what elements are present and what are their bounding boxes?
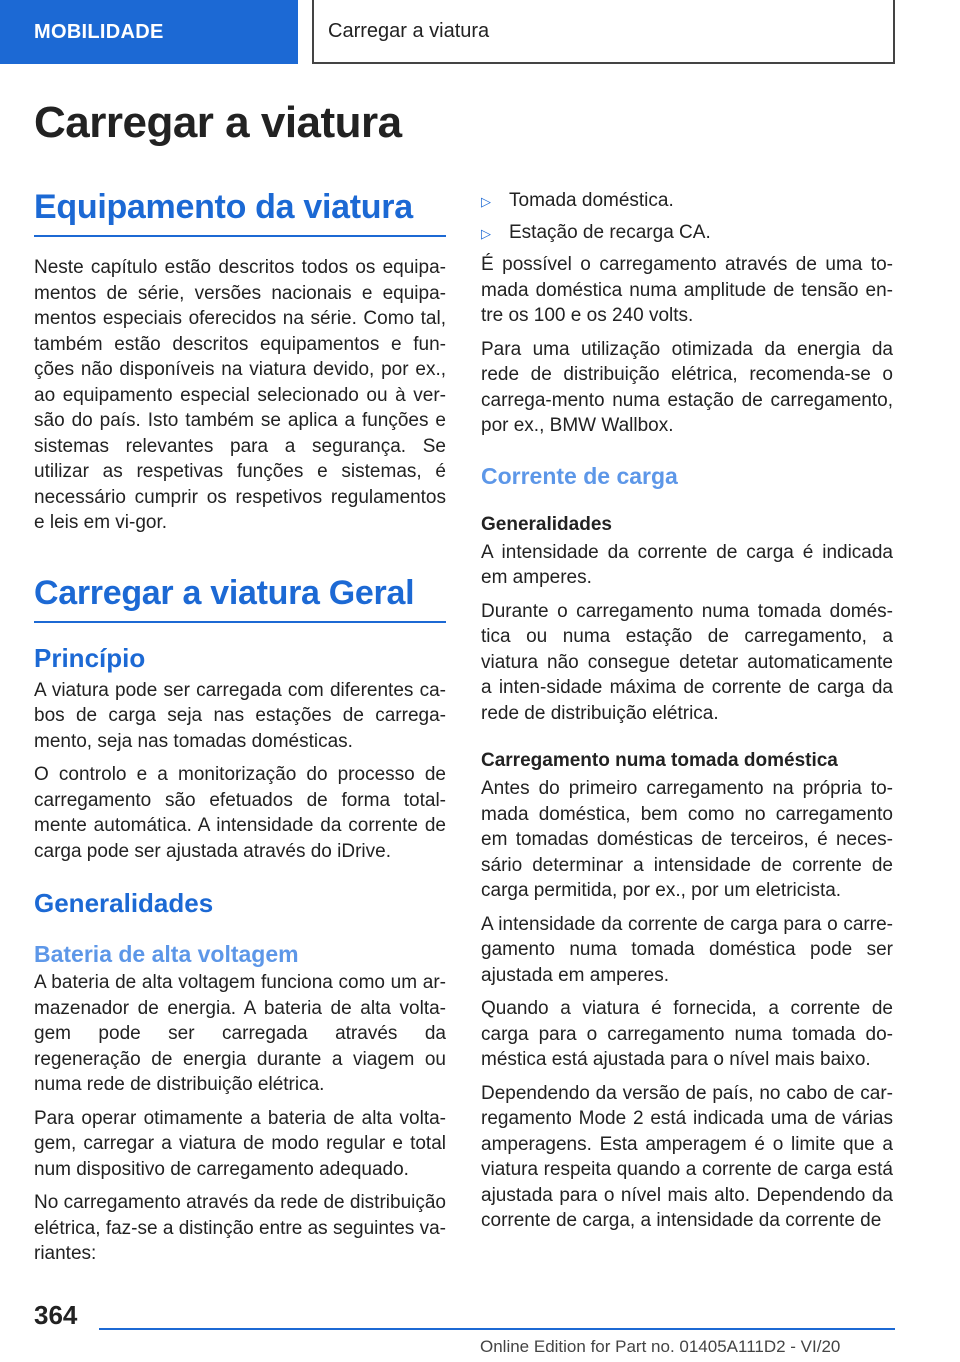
paragraph-bateria-2: Para operar otimamente a bateria de alta volta-gem, carregar a viatura de modo regular e total num dispositivo de carregamento adequado. <box>34 1107 446 1180</box>
heading-generalidades: Generalidades <box>34 888 214 918</box>
paragraph-possivel: É possível o carregamento através de uma to-mada doméstica numa amplitude de tensão en-tre os 100 e os 240 volts. <box>481 254 893 326</box>
paragraph-gen-2: Durante o carregamento numa tomada domés-tica ou numa estação de carregamento, a viatura não consegue detetar automaticamente a inten-sidade máxima de corrente de carga da rede de distribuição elétrica. <box>481 600 893 724</box>
paragraph-principio-1: A viatura pode ser carregada com diferentes ca-bos de carga seja nas estações de carrega-mento, seja nas tomadas domésticas. <box>34 679 446 752</box>
paragraph-tomada-2: A intensidade da corrente de carga para o carre-gamento numa tomada doméstica pode ser ajustada em amperes. <box>481 913 893 986</box>
heading-tomada-domestica: Carregamento numa tomada doméstica <box>481 750 838 771</box>
bullet-item <box>481 188 893 215</box>
section-tab: MOBILIDADE <box>0 0 298 64</box>
paragraph-bateria-3: No carregamento através da rede de distribuição elétrica, faz-se a distinção entre as seguintes va-riantes: <box>34 1192 446 1264</box>
heading-generalidades-right: Generalidades <box>481 513 612 535</box>
bullet-text: Estação de recarga CA. <box>509 221 711 243</box>
heading-principio: Princípio <box>34 642 146 673</box>
heading-corrente-carga: Corrente de carga <box>481 462 678 489</box>
paragraph-tomada-1: Antes do primeiro carregamento na própria to-mada doméstica, bem como no carregamento em tomadas domésticas de terceiros, é neces-sário determinar a intensidade de corrente de carga permitida, por ex., por um eletricista. <box>481 778 893 901</box>
heading-carregar-geral: Carregar a viatura Geral <box>34 574 446 623</box>
footer-edition: Online Edition for Part no. 01405A111D2 - VI/20 <box>480 1337 841 1356</box>
heading-bateria: Bateria de alta voltagem <box>34 941 299 967</box>
triangle-bullet-icon: ▷ <box>481 194 491 209</box>
paragraph-principio-2: O controlo e a monitorização do processo de carregamento são efetuados de forma total-mente automática. A intensidade da corrente de carga pode ser ajustada através do iDrive. <box>34 764 446 862</box>
triangle-bullet-icon: ▷ <box>481 225 491 241</box>
page-title: Carregar a viatura <box>34 98 402 147</box>
paragraph-tomada-3: Quando a viatura é fornecida, a corrente de carga para o carregamento numa tomada do-méstica está ajustada para o nível mais baixo. <box>481 998 893 1070</box>
bullet-item <box>481 220 893 247</box>
heading-equipamento: Equipamento da viatura <box>34 188 446 237</box>
bullet-text: Tomada doméstica. <box>509 190 674 211</box>
paragraph-bateria-1: A bateria de alta voltagem funciona como um ar-mazenador de energia. A bateria de alta volta-gem pode ser carregada através da regeneração de energia durante a viagem ou numa rede de distribuição elétrica. <box>34 972 446 1095</box>
right-column <box>481 188 893 1234</box>
chapter-title: Carregar a viatura <box>328 19 490 42</box>
paragraph-tomada-4: Dependendo da versão de país, no cabo de car-regamento Mode 2 está indicada uma de várias amperagens. Esta amperagem é o limite que a viatura respeita quando a corrente de carga está ajustada para o nível mais alto. Dependendo da corrente de carga, a intensidade da corrente de <box>481 1082 893 1231</box>
page-number: 364 <box>34 1300 78 1330</box>
chapter-header <box>312 0 895 64</box>
paragraph-utilizacao: Para uma utilização otimizada da energia da rede de distribuição elétrica, recomenda-se o carrega-mento numa estação de carregamento, por ex., BMW Wallbox. <box>481 338 893 436</box>
paragraph-gen-1: A intensidade da corrente de carga é indicada em amperes. <box>481 541 893 588</box>
footer-divider <box>99 1328 895 1330</box>
paragraph-equipamento: Neste capítulo estão descritos todos os equipa-mentos de série, versões nacionais e equipa-mentos especiais oferecidos na série. Como tal, também estão descritos equipamentos e fun-ções não disponíveis na viatura devido, por ex., ao equipamento especial selecionado ou à ver-são do país. Isto também se aplica a funções e sistemas relevantes para a segurança. Se utilizar as respetivas funções e sistemas, é necessário cumprir os respetivos regulamentos e leis em vi-gor. <box>34 257 446 533</box>
left-column <box>34 188 446 1267</box>
